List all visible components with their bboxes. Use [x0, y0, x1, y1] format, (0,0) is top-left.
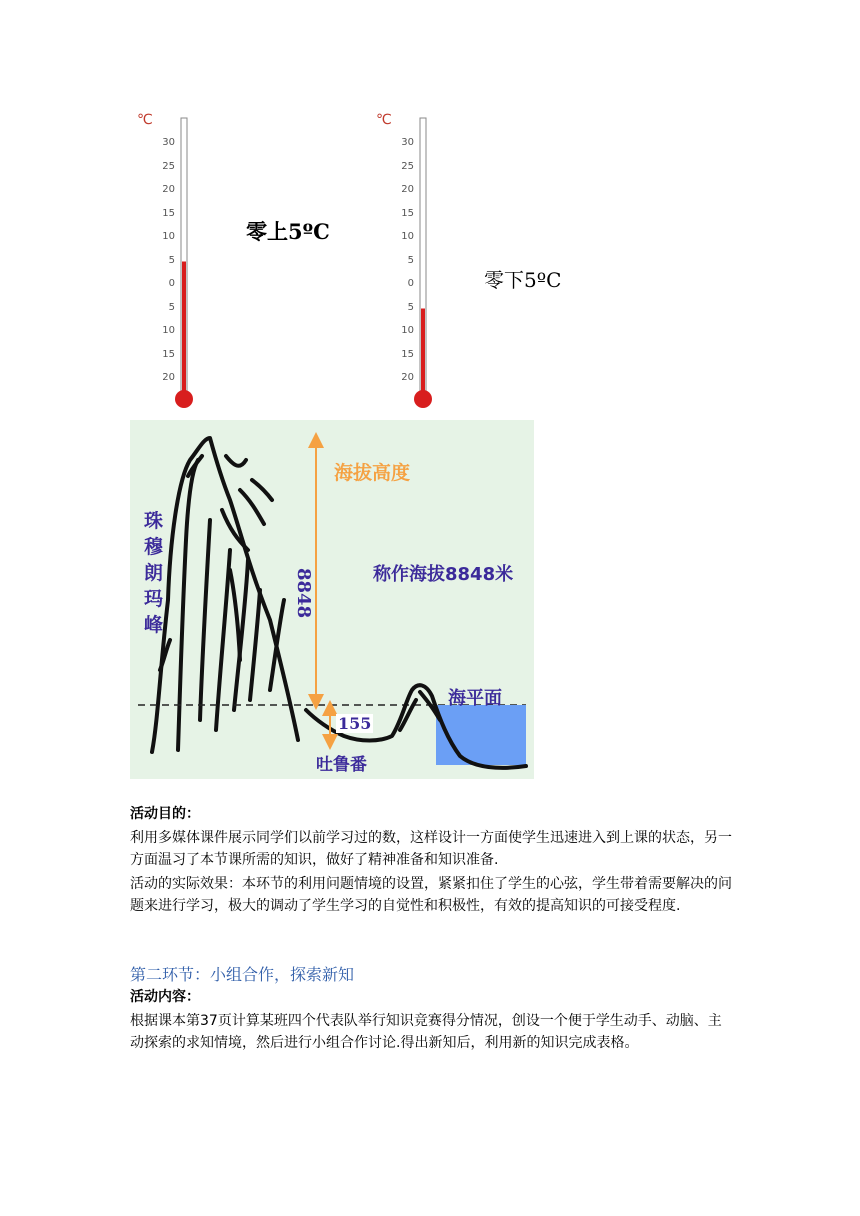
basin-name: 吐鲁番 [316, 755, 367, 775]
tick-label: 0 [168, 278, 175, 289]
section-heading: 第二环节：小组合作，探索新知 [130, 965, 355, 984]
height-value: 8848 [293, 568, 314, 619]
thermometer-graphic [374, 112, 464, 417]
tick-label: 10 [401, 325, 414, 336]
tick-label: 10 [162, 231, 175, 242]
altitude-label: 海拔高度 [334, 462, 411, 484]
tick-label: 15 [162, 348, 175, 360]
tick-label: 15 [401, 348, 414, 360]
caption-below-zero: 零下5ºC [484, 268, 562, 292]
thermometer-left [135, 112, 225, 417]
tick-label: 5 [168, 301, 175, 313]
tick-label: 10 [162, 325, 175, 336]
tick-label: 25 [401, 160, 414, 172]
diagram-graphic [130, 420, 534, 779]
tick-label: 15 [162, 207, 175, 219]
tick-label: 5 [407, 254, 414, 266]
mountain-name: 珠 穆 朗 玛 峰 [144, 510, 164, 636]
unit-label: ℃ [137, 112, 153, 128]
tick-label: 20 [401, 184, 414, 195]
thermometer-graphic [135, 112, 225, 417]
tick-label: 25 [162, 160, 175, 172]
tick-label: 15 [401, 207, 414, 219]
content-text: 根据课本第37页计算某班四个代表队举行知识竞赛得分情况，创设一个便于学生动手、动脑、主动探索的求知情境，然后进行小组合作讨论.得出新知后，利用新的知识完成表格。 [130, 1013, 722, 1051]
tick-label: 10 [401, 231, 414, 242]
unit-label: ℃ [376, 112, 392, 128]
mercury-column [182, 262, 186, 395]
effect-text: 活动的实际效果：本环节的利用问题情境的设置，紧紧扣住了学生的心弦，学生带着需要解决的问题来进行学习，极大的调动了学生学习的自觉性和积极性，有效的提高知识的可接受程度. [130, 876, 732, 914]
goal-text: 利用多媒体课件展示同学们以前学习过的数，这样设计一方面使学生迅速进入到上课的状态，另一方面温习了本节课所需的知识，做好了精神准备和知识准备. [130, 830, 732, 868]
altitude-description: 称作海拔8848米 [373, 564, 514, 585]
sea-level-label: 海平面 [448, 688, 502, 709]
caption-above-zero: 零上5ºC [246, 219, 330, 244]
content-title: 活动内容： [130, 989, 200, 1005]
tick-label: 5 [407, 301, 414, 313]
altitude-diagram [130, 420, 534, 779]
tick-label: 0 [407, 278, 414, 289]
depth-value: 155 [338, 714, 372, 733]
tick-label: 20 [401, 372, 414, 383]
thermometer-right [374, 112, 464, 417]
thermometer-bulb [175, 390, 193, 408]
thermometer-bulb [414, 390, 432, 408]
tick-label: 20 [162, 184, 175, 195]
tick-label: 20 [162, 372, 175, 383]
tick-label: 5 [168, 254, 175, 266]
tick-label: 30 [162, 137, 175, 148]
goal-title: 活动目的： [130, 806, 200, 822]
tick-label: 30 [401, 137, 414, 148]
mercury-column [421, 309, 425, 395]
